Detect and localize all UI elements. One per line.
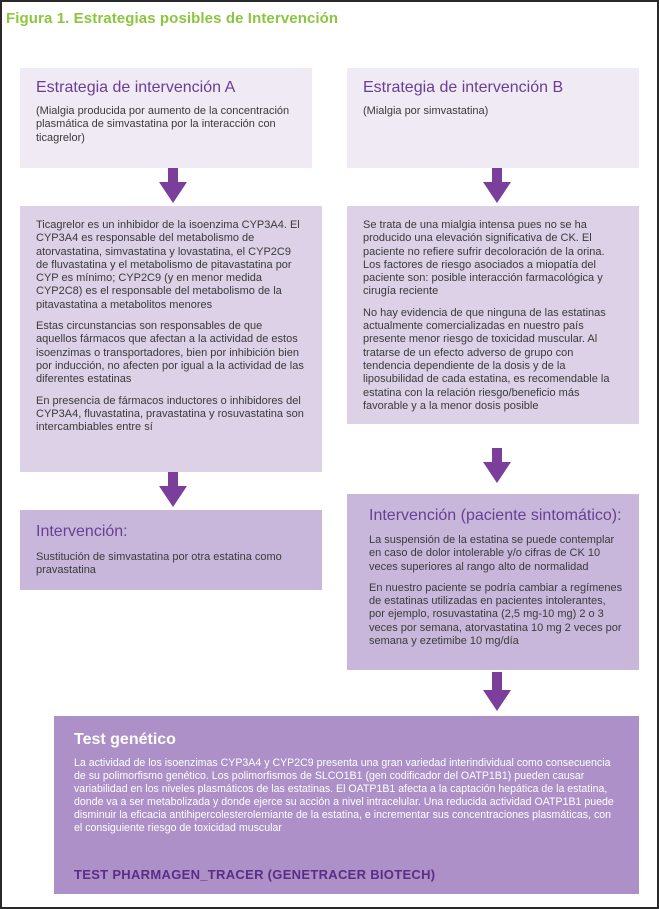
detail-a-paragraph-3: En presencia de fármacos inductores o inhibidores del CYP3A4, fluvastatina, pravastatina y rosuvastatina son intercambiables entre sí [36,394,304,434]
genetic-test-title: Test genético [74,731,176,748]
strategy-a-box [20,68,312,168]
intervention-a-text: Sustitución de simvastatina por otra estatina como pravastatina [36,551,282,577]
genetic-test-footer: TEST PHARMAGEN_TRACER (GENETRACER BIOTECH) [74,867,436,882]
detail-a-box [20,206,322,472]
intervention-b-paragraph-2: En nuestro paciente se podría cambiar a regímenes de estatinas utilizadas en pacientes intolerantes, por ejemplo, rosuvastatina (2,5 mg-10 mg) 2 o 3 veces por semana, atorvastatina 10 mg 2 veces por semana y ezetimibe 10 mg/día [369,581,623,648]
arrow-down-icon [158,472,188,508]
intervention-a-title: Intervención: [36,523,128,540]
arrow-down-icon [482,672,512,712]
detail-b-paragraph-1: Se trata de una mialgia intensa pues no se ha producido una elevación significativa de CK. El paciente no refiere sufrir decoloración de la orina. Los factores de riesgo asociados a miopatía del paciente son: posible interacción farmacológica y cirugía reciente [363,219,605,298]
intervention-b-paragraph-1: La suspensión de la estatina se puede contemplar en caso de dolor intolerable y/o cifras de CK 10 veces superiores al rango alto de normalidad [369,534,615,573]
arrow-down-icon [482,448,512,484]
strategy-b-subtitle: (Mialgia por simvastatina) [363,105,489,117]
intervention-a-box [20,510,322,590]
arrow-down-icon [482,168,512,204]
detail-a-paragraph-1: Ticagrelor es un inhibidor de la isoenzima CYP3A4. El CYP3A4 es responsable del metabolismo de atorvastatina, simvastatina y lovastatina, el CYP2C9 de fluvastatina y el metabolismo de pitavastatina por CYP es mínimo; CYP2C9 (y en menor medida CYP2C8) es el responsable del metabolismo de la pitavastatina a metabolitos menores [36,219,300,311]
detail-b-box [347,206,639,424]
genetic-test-text: La actividad de los isoenzimas CYP3A4 y CYP2C9 presenta una gran variedad interindividual como consecuencia de su polimorfismo genético. Los polimorfismos de SLCO1B1 (gen codificador del OATP1B1) pueden causar variabilidad en los niveles plasmáticos de las estatinas. El OATP1B1 afecta a la captación hepática de la estatina, donde va a ser metabolizada y donde ejerce su acción a nivel intracelular. Una reducida actividad OATP1B1 puede disminuir la eficacia antihipercolesterolemiante de la estatina, e incrementar sus concentraciones plasmáticas, con el consiguiente riesgo de toxicidad muscular [74,757,614,834]
strategy-b-title: Estrategia de intervención B [363,79,564,96]
strategy-a-subtitle: (Mialgia producida por aumento de la concentración plasmática de simvastatina por la interacción con ticagrelor) [36,105,290,144]
strategy-a-title: Estrategia de intervención A [36,79,236,96]
strategy-b-box [347,68,639,168]
arrow-down-icon [158,168,188,204]
genetic-test-box [54,716,639,894]
intervention-b-title: Intervención (paciente sintomático): [369,507,622,524]
figure-title: Figura 1. Estrategias posibles de Intervención [6,10,339,27]
detail-b-paragraph-2: No hay evidencia de que ninguna de las estatinas actualmente comercializadas en nuestro país presente menor riesgo de toxicidad muscular. Al tratarse de un efecto adverso de grupo con tendencia dependiente de la dosis y de la liposubilidad de cada estatina, es recomendable la estatina con la relación riesgo/beneficio más favorable y a la menor dosis posible [363,306,610,412]
detail-a-paragraph-2: Estas circunstancias son responsables de que aquellos fármacos que afectan a la actividad de estos isoenzimas o transportadores, bien por inhibición bien por inducción, no afecten por igual a la actividad de las diferentes estatinas [36,320,304,386]
intervention-b-box [347,494,639,670]
